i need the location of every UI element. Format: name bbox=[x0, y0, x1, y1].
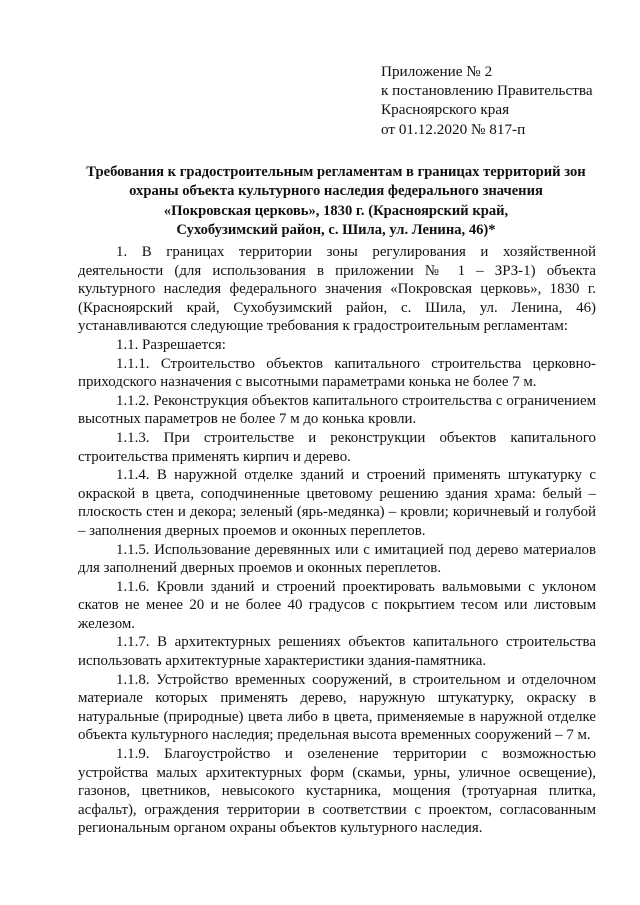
annex-region: Красноярского края bbox=[381, 101, 510, 119]
title-line-1: Требования к градостроительным регламентам в границах территорий зон bbox=[86, 164, 586, 180]
paragraph-1-1-4: 1.1.4. В наружной отделке зданий и строений применять штукатурку с окраской в цвета, соподчиненные цветовому решению здания храма: белый – плоскость стен и декора; зеленый (ярь-медянка) – кровли; коричневый и голубой – заполнения дверных проемов и оконных переплетов. bbox=[78, 467, 596, 539]
paragraph-1-1-9: 1.1.9. Благоустройство и озеленение территории с возможностью устройства малых архитектурных форм (скамьи, урны, уличное освещение), газонов, цветников, невысокого кустарника, мощения (тротуарная плитка, асфальт), ограждения территории в соответствии с проектом, согласованным региональным органом охраны объектов культурного наследия. bbox=[78, 746, 596, 837]
paragraph-1-1-7: 1.1.7. В архитектурных решениях объектов капитального строительства использовать архитектурные характеристики здания-памятника. bbox=[78, 634, 596, 670]
title-line-3: «Покровская церковь», 1830 г. (Красноярский край, bbox=[163, 202, 509, 219]
paragraph-1: 1. В границах территории зоны регулирования и хозяйственной деятельности (для использования в приложении № 1 – ЗРЗ-1) объекта культурного наследия федерального значения «Покровская церковь», 1830 г. (Красноярский край, Сухобузимский район, с. Шила, ул. Ленина, 46) устанавливаются следующие требования к градостроительным регламентам: bbox=[78, 244, 596, 335]
paragraph-1-1: 1.1. Разрешается: bbox=[116, 336, 226, 353]
paragraph-1-1-6: 1.1.6. Кровли зданий и строений проектировать вальмовыми с уклоном скатов не менее 20 и не более 40 градусов с покрытием тесом или листовым железом. bbox=[78, 578, 596, 632]
paragraph-1-1-3: 1.1.3. При строительстве и реконструкции объектов капитального строительства применять кирпич и дерево. bbox=[78, 429, 596, 465]
title-line-4: Сухобузимский район, с. Шила, ул. Ленина, 46)* bbox=[176, 222, 496, 239]
annex-header bbox=[381, 62, 621, 139]
annex-date-number: от 01.12.2020 № 817-п bbox=[381, 120, 526, 138]
paragraph-1-1-5: 1.1.5. Использование деревянных или с имитацией под дерево материалов для заполнений дверных проемов и оконных переплетов. bbox=[78, 541, 596, 577]
paragraph-1-1-8: 1.1.8. Устройство временных сооружений, в строительном и отделочном материале которых применять дерево, наружную штукатурку, окраску в натуральные (природные) цвета либо в цвета, применяемые в наружной отделке объекта культурного наследия; предельная высота временных сооружений – 7 м. bbox=[78, 671, 596, 744]
annex-number: Приложение № 2 bbox=[381, 63, 493, 80]
annex-resolution-ref: к постановлению Правительства bbox=[381, 82, 593, 100]
document-title bbox=[76, 163, 596, 241]
paragraph-1-1-2: 1.1.2. Реконструкция объектов капитального строительства с ограничением высотных параметров не более 7 м до конька кровли. bbox=[78, 392, 596, 428]
document-body bbox=[78, 243, 596, 838]
title-line-2: охраны объекта культурного наследия федерального значения bbox=[129, 183, 543, 200]
paragraph-1-1-1: 1.1.1. Строительство объектов капитального строительства церковно-приходского назначения с высотными параметрами конька не более 7 м. bbox=[78, 355, 596, 391]
